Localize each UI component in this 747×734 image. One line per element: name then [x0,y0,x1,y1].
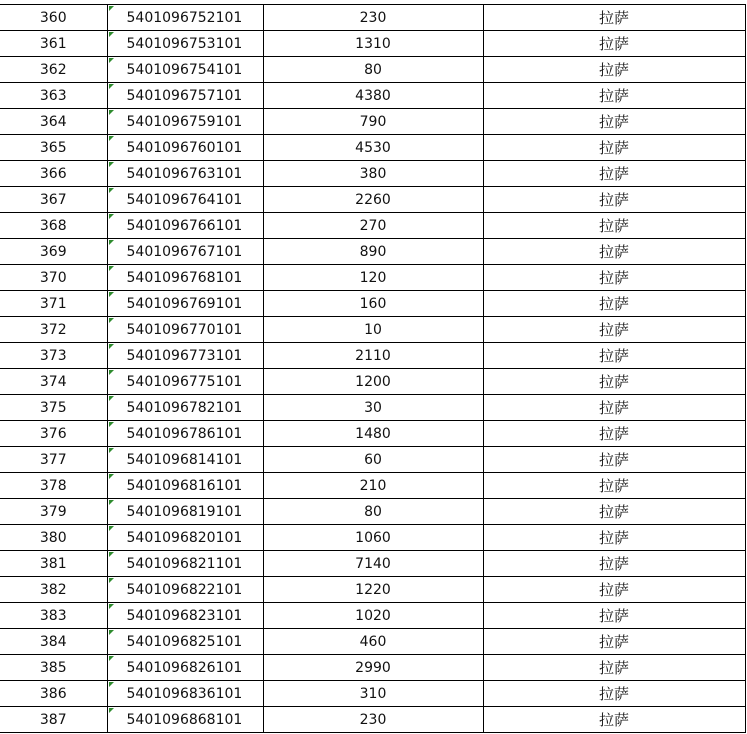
table-row [0,31,745,57]
row-number-cell[interactable]: 375 [0,395,107,421]
amount-cell[interactable]: 1020 [263,603,483,629]
amount-cell[interactable]: 1060 [263,525,483,551]
city-cell[interactable]: 拉萨 [483,5,745,31]
row-number-cell[interactable]: 374 [0,369,107,395]
amount-cell[interactable]: 30 [263,395,483,421]
account-code-cell[interactable]: 5401096825101 [107,629,263,655]
row-number-cell[interactable]: 373 [0,343,107,369]
city-cell[interactable]: 拉萨 [483,603,745,629]
table-row [0,57,745,83]
city-cell[interactable]: 拉萨 [483,317,745,343]
account-code-cell[interactable]: 5401096753101 [107,31,263,57]
city-cell[interactable]: 拉萨 [483,577,745,603]
row-number-cell[interactable]: 379 [0,499,107,525]
city-cell[interactable]: 拉萨 [483,187,745,213]
row-number-cell[interactable]: 385 [0,655,107,681]
amount-cell[interactable]: 890 [263,239,483,265]
row-number-cell[interactable]: 376 [0,421,107,447]
table-row [0,343,745,369]
table-row [0,187,745,213]
account-code-cell[interactable]: 5401096757101 [107,83,263,109]
table-row [0,317,745,343]
city-cell[interactable]: 拉萨 [483,473,745,499]
city-cell[interactable]: 拉萨 [483,499,745,525]
row-number-cell[interactable]: 382 [0,577,107,603]
row-number-cell[interactable]: 360 [0,5,107,31]
city-cell[interactable]: 拉萨 [483,31,745,57]
city-cell[interactable]: 拉萨 [483,707,745,733]
row-number-cell[interactable]: 367 [0,187,107,213]
amount-cell[interactable]: 10 [263,317,483,343]
table-row [0,161,745,187]
table-row [0,421,745,447]
city-cell[interactable]: 拉萨 [483,57,745,83]
account-code-cell[interactable]: 5401096821101 [107,551,263,577]
account-code-cell[interactable]: 5401096752101 [107,5,263,31]
amount-cell[interactable]: 380 [263,161,483,187]
account-code-cell[interactable]: 5401096820101 [107,525,263,551]
account-code-cell[interactable]: 5401096770101 [107,317,263,343]
city-cell[interactable]: 拉萨 [483,161,745,187]
amount-cell[interactable]: 120 [263,265,483,291]
table-body [0,5,745,733]
city-cell[interactable]: 拉萨 [483,551,745,577]
city-cell[interactable]: 拉萨 [483,395,745,421]
row-number-cell[interactable]: 378 [0,473,107,499]
amount-cell[interactable]: 1310 [263,31,483,57]
account-code-cell[interactable]: 5401096760101 [107,135,263,161]
city-cell[interactable]: 拉萨 [483,447,745,473]
amount-cell[interactable]: 790 [263,109,483,135]
row-number-cell[interactable]: 387 [0,707,107,733]
amount-cell[interactable]: 230 [263,5,483,31]
account-code-cell[interactable]: 5401096822101 [107,577,263,603]
row-number-cell[interactable]: 361 [0,31,107,57]
account-code-cell[interactable]: 5401096786101 [107,421,263,447]
table-row [0,681,745,707]
table-row [0,629,745,655]
amount-cell[interactable]: 270 [263,213,483,239]
data-table [0,4,746,733]
account-code-cell[interactable]: 5401096763101 [107,161,263,187]
table-row [0,5,745,31]
amount-cell[interactable]: 310 [263,681,483,707]
account-code-cell[interactable]: 5401096764101 [107,187,263,213]
table-row [0,655,745,681]
account-code-cell[interactable]: 5401096826101 [107,655,263,681]
row-number-cell[interactable]: 369 [0,239,107,265]
row-number-cell[interactable]: 377 [0,447,107,473]
table-row [0,109,745,135]
table-row [0,525,745,551]
account-code-cell[interactable]: 5401096816101 [107,473,263,499]
account-code-cell[interactable]: 5401096773101 [107,343,263,369]
table-row [0,135,745,161]
amount-cell[interactable]: 1480 [263,421,483,447]
account-code-cell[interactable]: 5401096836101 [107,681,263,707]
city-cell[interactable]: 拉萨 [483,629,745,655]
amount-cell[interactable]: 230 [263,707,483,733]
amount-cell[interactable]: 4380 [263,83,483,109]
amount-cell[interactable]: 4530 [263,135,483,161]
table-row [0,83,745,109]
amount-cell[interactable]: 7140 [263,551,483,577]
table-row [0,577,745,603]
city-cell[interactable]: 拉萨 [483,681,745,707]
amount-cell[interactable]: 2990 [263,655,483,681]
amount-cell[interactable]: 210 [263,473,483,499]
row-number-cell[interactable]: 363 [0,83,107,109]
city-cell[interactable]: 拉萨 [483,213,745,239]
city-cell[interactable]: 拉萨 [483,109,745,135]
amount-cell[interactable]: 80 [263,57,483,83]
table-row [0,395,745,421]
amount-cell[interactable]: 2110 [263,343,483,369]
city-cell[interactable]: 拉萨 [483,655,745,681]
account-code-cell[interactable]: 5401096768101 [107,265,263,291]
row-number-cell[interactable]: 362 [0,57,107,83]
account-code-cell[interactable]: 5401096754101 [107,57,263,83]
amount-cell[interactable]: 1200 [263,369,483,395]
amount-cell[interactable]: 1220 [263,577,483,603]
account-code-cell[interactable]: 5401096759101 [107,109,263,135]
row-number-cell[interactable]: 368 [0,213,107,239]
amount-cell[interactable]: 160 [263,291,483,317]
row-number-cell[interactable]: 386 [0,681,107,707]
account-code-cell[interactable]: 5401096868101 [107,707,263,733]
row-number-cell[interactable]: 380 [0,525,107,551]
table-row [0,213,745,239]
row-number-cell[interactable]: 384 [0,629,107,655]
row-number-cell[interactable]: 364 [0,109,107,135]
table-row [0,499,745,525]
account-code-cell[interactable]: 5401096766101 [107,213,263,239]
table-row [0,265,745,291]
city-cell[interactable]: 拉萨 [483,421,745,447]
city-cell[interactable]: 拉萨 [483,369,745,395]
row-number-cell[interactable]: 370 [0,265,107,291]
table-row [0,707,745,733]
city-cell[interactable]: 拉萨 [483,83,745,109]
city-cell[interactable]: 拉萨 [483,239,745,265]
city-cell[interactable]: 拉萨 [483,343,745,369]
amount-cell[interactable]: 60 [263,447,483,473]
city-cell[interactable]: 拉萨 [483,291,745,317]
table-row [0,291,745,317]
row-number-cell[interactable]: 365 [0,135,107,161]
account-code-cell[interactable]: 5401096819101 [107,499,263,525]
table-row [0,239,745,265]
amount-cell[interactable]: 80 [263,499,483,525]
city-cell[interactable]: 拉萨 [483,265,745,291]
amount-cell[interactable]: 460 [263,629,483,655]
table-row [0,551,745,577]
table-row [0,473,745,499]
row-number-cell[interactable]: 383 [0,603,107,629]
table-row [0,369,745,395]
account-code-cell[interactable]: 5401096769101 [107,291,263,317]
account-code-cell[interactable]: 5401096823101 [107,603,263,629]
account-code-cell[interactable]: 5401096782101 [107,395,263,421]
account-code-cell[interactable]: 5401096767101 [107,239,263,265]
table-row [0,603,745,629]
row-number-cell[interactable]: 366 [0,161,107,187]
city-cell[interactable]: 拉萨 [483,135,745,161]
row-number-cell[interactable]: 372 [0,317,107,343]
table-row [0,447,745,473]
account-code-cell[interactable]: 5401096775101 [107,369,263,395]
row-number-cell[interactable]: 381 [0,551,107,577]
account-code-cell[interactable]: 5401096814101 [107,447,263,473]
row-number-cell[interactable]: 371 [0,291,107,317]
amount-cell[interactable]: 2260 [263,187,483,213]
city-cell[interactable]: 拉萨 [483,525,745,551]
